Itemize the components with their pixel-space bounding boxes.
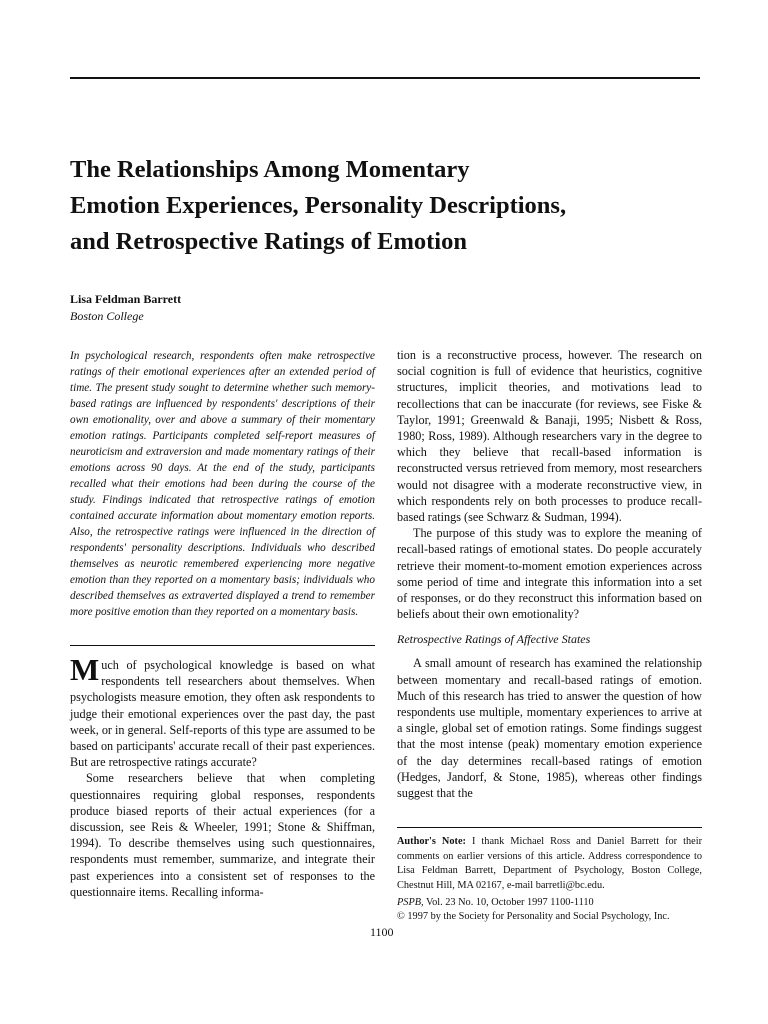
section-heading: Retrospective Ratings of Affective States xyxy=(397,632,591,647)
author-note-text: I thank Michael Ross and Daniel Barrett for their comments on earlier versions of this article. Address correspondence to Lisa Feldman Barrett, Department of Psychology, Boston College, Chestnut Hill, MA 02167, e-mail barretli@bc.edu. xyxy=(397,836,703,891)
right-column-body xyxy=(397,347,702,801)
drop-cap: M xyxy=(70,652,100,687)
journal-citation xyxy=(397,896,594,911)
right-paragraph-2: The purpose of this study was to explore the meaning of recall-based ratings of emotional states. Do people accurately retrieve their moment-to-moment emotion experiences across some period of time and integrate this information into a set of responses, or do they reconstruct this information based on beliefs about their own emotionality? xyxy=(397,526,702,622)
right-paragraph-1: tion is a reconstructive process, however. The research on social cognition is full of evidence that heuristics, cognitive structures, implicit theories, and motivations lead to recollections that can be inaccurate (for reviews, see Fiske & Taylor, 1991; Greenwald & Banaji, 1995; Nisbett & Ross, 1980; Ross, 1989). Although researchers vary in the degree to which they believe that recall-based information is reconstructed versus retrieved from memory, most researchers would not disagree with a moderate reconstructive view, in which respondents rely on both processes to produce recall-based ratings (see Schwarz & Sudman, 1994). xyxy=(397,348,702,525)
page-number: 1100 xyxy=(370,925,394,939)
journal-volume: Vol. 23 No. 10, October 1997 1100-1110 xyxy=(425,897,594,908)
author-name: Lisa Feldman Barrett xyxy=(70,292,182,306)
article-title xyxy=(70,152,670,260)
abstract-rule xyxy=(70,645,375,646)
intro-paragraph-2: Some researchers believe that when completing questionnaires requiring global responses, respondents produce biased reports of their actual experiences (for a discussion, see Reis & Wheeler, 1991; Stone & Shiffman, 1994). To describe themselves using such questionnaires, respondents must remember, summarize, and integrate their past experiences into a consistent set of responses to the questionnaire items. Recalling informa- xyxy=(70,771,375,899)
intro-paragraph-1 xyxy=(70,652,375,770)
author-affiliation: Boston College xyxy=(70,309,144,323)
author-note-label: Author's Note: xyxy=(397,836,466,847)
title-line-3: and Retrospective Ratings of Emotion xyxy=(70,228,467,255)
title-line-1: The Relationships Among Momentary xyxy=(70,156,470,183)
journal-abbrev: PSPB, xyxy=(397,897,424,908)
footnote-rule xyxy=(397,827,702,828)
copyright-line: © 1997 by the Society for Personality and Social Psychology, Inc. xyxy=(397,911,670,922)
abstract: In psychological research, respondents often make retrospective ratings of their emotional experiences after an extended period of time. The present study sought to determine whether such memory-based ratings are influenced by respondents' descriptions of their own emotionality, over and above a summary of their momentary emotion ratings. Participants completed self-report measures of neuroticism and extraversion and made momentary ratings of their emotions across 90 days. At the end of the study, participants recalled what their emotions had been during the course of the study. Findings indicated that retrospective ratings of emotion contained accurate information about momentary emotion reports. Also, the retrospective ratings were influenced in the direction of respondents' personality descriptions. Individuals who described themselves as neurotic remembered experiencing more negative emotion than they reported on a momentary basis; individuals who described themselves as extraverted displayed a trend to remember more positive emotion than they reported on a momentary basis. xyxy=(70,350,375,618)
right-paragraph-3: A small amount of research has examined the relationship between momentary and recall-based ratings of emotion. Much of this research has tried to answer the question of how respondents use multiple, momentary experiences to arrive at a single, global set of emotion ratings. Some findings suggest that the most intense (peak) momentary emotion experience of the day determines recall-based ratings of emotion (Hedges, Jandorf, & Stone, 1985), whereas other findings suggest that the xyxy=(397,656,702,801)
title-line-2: Emotion Experiences, Personality Descriptions, xyxy=(70,192,567,219)
top-rule xyxy=(70,77,700,79)
intro-paragraph-1-text: uch of psychological knowledge is based on what respondents tell researchers about themselves. When psychologists measure emotion, they often ask respondents to judge their emotional experiences over the past day, the past week, or in general. Self-reports of this type are assumed to be based on participants' accurate recall of their past experiences. But are retrospective ratings accurate? xyxy=(70,658,375,770)
author-note xyxy=(397,835,702,893)
left-column-body xyxy=(70,652,375,900)
